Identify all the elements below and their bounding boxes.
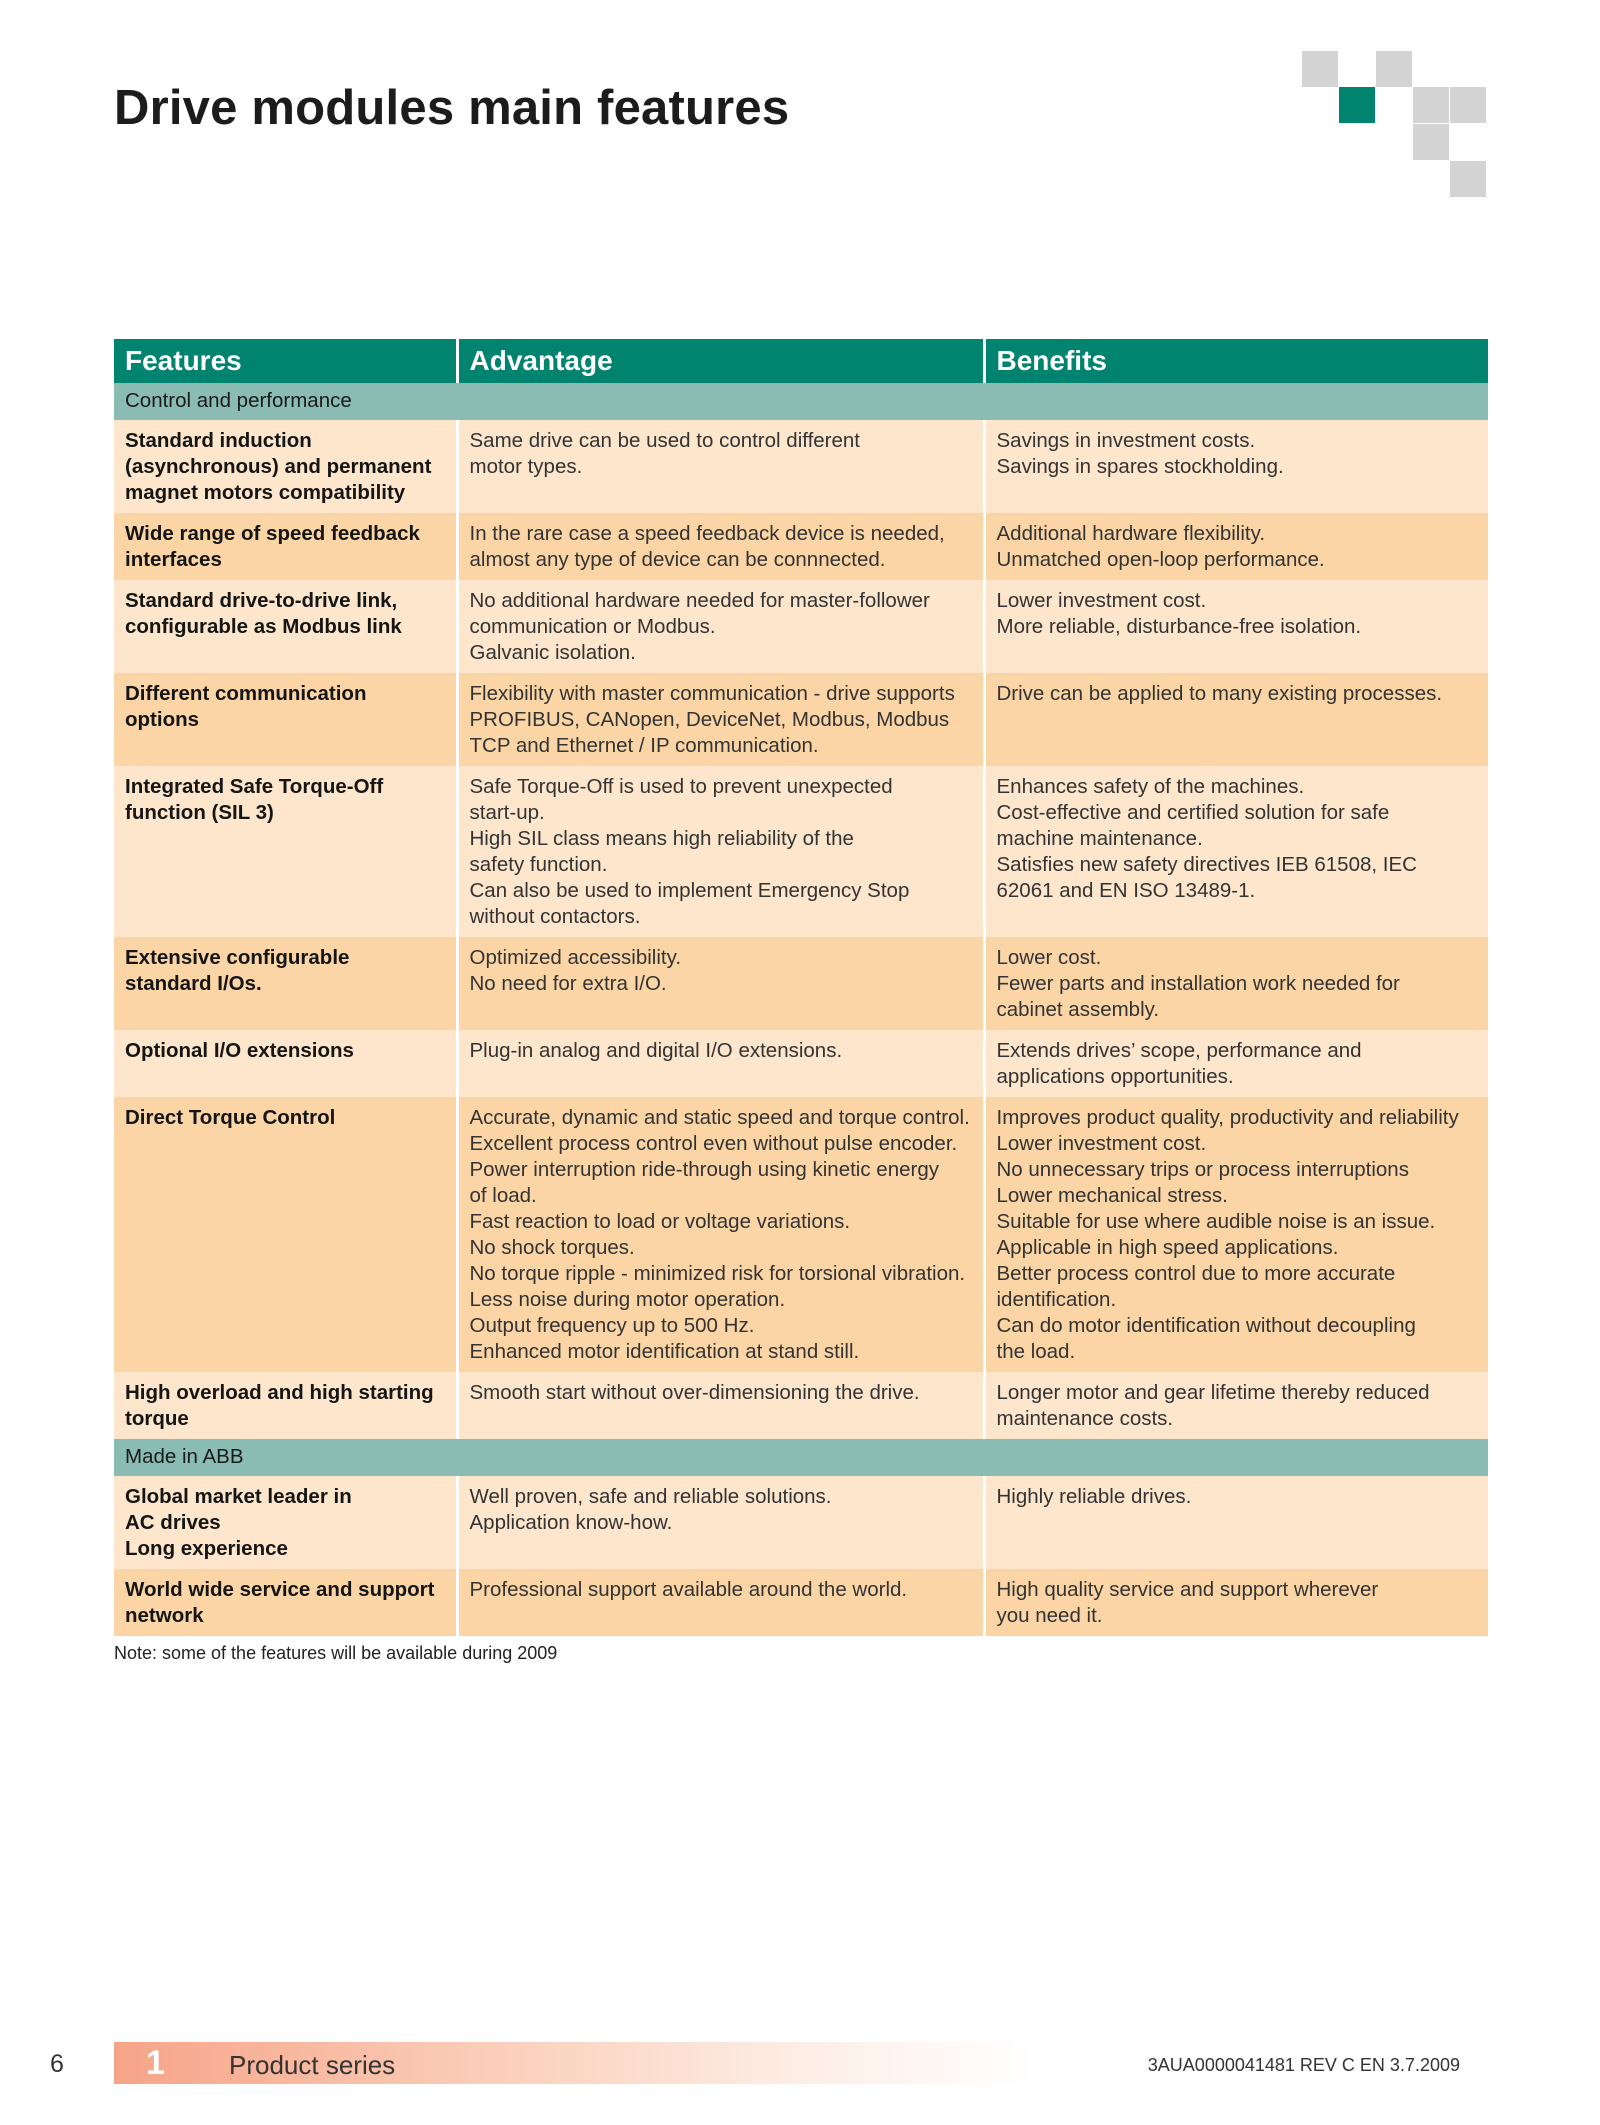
- benefits-cell-line: Lower investment cost.: [996, 589, 1207, 612]
- benefits-cell-line: High quality service and support wherever: [996, 1578, 1379, 1601]
- feature-cell-line: Long experience: [125, 1537, 288, 1560]
- advantage-cell-line: start-up.: [469, 801, 545, 824]
- benefits-cell-line: Longer motor and gear lifetime thereby reduced: [996, 1381, 1430, 1404]
- feature-cell: [114, 513, 457, 580]
- benefits-cell-line: Additional hardware flexibility.: [996, 522, 1266, 545]
- benefits-cell-line: identification.: [996, 1288, 1117, 1311]
- advantage-cell-line: No torque ripple - minimized risk for torsional vibration.: [469, 1262, 966, 1285]
- benefits-cell-line: Savings in spares stockholding.: [996, 455, 1284, 478]
- advantage-cell-line: No additional hardware needed for master-follower: [469, 589, 930, 612]
- advantage-cell-line: Galvanic isolation.: [469, 641, 636, 664]
- advantage-cell-line: Can also be used to implement Emergency Stop: [469, 879, 910, 902]
- advantage-cell-line: motor types.: [469, 455, 583, 478]
- deco-square: [1302, 51, 1338, 87]
- feature-cell-line: torque: [125, 1407, 189, 1430]
- advantage-cell-line: without contactors.: [469, 905, 641, 928]
- table-row: [114, 513, 1488, 580]
- feature-cell-line: interfaces: [125, 548, 222, 571]
- table-row: [114, 1097, 1488, 1372]
- advantage-cell: [457, 580, 984, 673]
- advantage-cell-line: Professional support available around the world.: [469, 1578, 908, 1601]
- benefits-cell-line: Drive can be applied to many existing processes.: [996, 682, 1443, 705]
- feature-cell-line: (asynchronous) and permanent: [125, 455, 432, 478]
- benefits-cell-line: Cost-effective and certified solution for safe: [996, 801, 1390, 824]
- advantage-cell-line: Flexibility with master communication - drive supports: [469, 682, 955, 705]
- advantage-cell-line: No need for extra I/O.: [469, 972, 667, 995]
- benefits-cell-line: Better process control due to more accurate: [996, 1262, 1396, 1285]
- benefits-cell: [984, 420, 1488, 513]
- benefits-cell-line: Suitable for use where audible noise is an issue.: [996, 1210, 1436, 1233]
- feature-cell: [114, 1030, 457, 1097]
- advantage-cell-line: Plug-in analog and digital I/O extensions.: [469, 1039, 843, 1062]
- advantage-cell: [457, 1097, 984, 1372]
- header-benefits: Benefits: [984, 339, 1488, 383]
- advantage-cell: [457, 513, 984, 580]
- advantage-cell-line: communication or Modbus.: [469, 615, 716, 638]
- feature-cell: [114, 673, 457, 766]
- advantage-cell-line: Fast reaction to load or voltage variations.: [469, 1210, 851, 1233]
- benefits-cell-line: Satisfies new safety directives IEB 61508, IEC: [996, 853, 1417, 876]
- benefits-cell: [984, 766, 1488, 937]
- benefits-cell-line: Enhances safety of the machines.: [996, 775, 1305, 798]
- benefits-cell-line: Lower cost.: [996, 946, 1102, 969]
- advantage-cell-line: Power interruption ride-through using kinetic energy: [469, 1158, 939, 1181]
- advantage-cell-line: PROFIBUS, CANopen, DeviceNet, Modbus, Modbus: [469, 708, 950, 731]
- benefits-cell-line: Unmatched open-loop performance.: [996, 548, 1325, 571]
- header-features: Features: [114, 339, 457, 383]
- benefits-cell-line: Can do motor identification without decoupling: [996, 1314, 1416, 1337]
- table-row: [114, 766, 1488, 937]
- advantage-cell-line: Less noise during motor operation.: [469, 1288, 786, 1311]
- feature-cell-line: Optional I/O extensions: [125, 1039, 354, 1062]
- table-row: [114, 580, 1488, 673]
- advantage-cell-line: Smooth start without over-dimensioning the drive.: [469, 1381, 920, 1404]
- feature-cell-line: Global market leader in: [125, 1485, 352, 1508]
- benefits-cell-line: Fewer parts and installation work needed for: [996, 972, 1400, 995]
- advantage-cell: [457, 1569, 984, 1636]
- benefits-cell-line: machine maintenance.: [996, 827, 1203, 850]
- deco-square: [1413, 87, 1449, 123]
- chapter-number: 1: [146, 2044, 165, 2082]
- deco-square: [1450, 87, 1486, 123]
- benefits-cell-line: 62061 and EN ISO 13489-1.: [996, 879, 1256, 902]
- benefits-cell-line: Extends drives’ scope, performance and: [996, 1039, 1362, 1062]
- benefits-cell-line: cabinet assembly.: [996, 998, 1160, 1021]
- feature-cell-line: High overload and high starting: [125, 1381, 434, 1404]
- feature-cell-line: Extensive configurable: [125, 946, 350, 969]
- page-number: 6: [50, 2050, 64, 2078]
- feature-cell-line: Standard induction: [125, 429, 312, 452]
- benefits-cell-line: Lower investment cost.: [996, 1132, 1207, 1155]
- table-row: [114, 937, 1488, 1030]
- table-row: [114, 1030, 1488, 1097]
- feature-cell: [114, 1372, 457, 1439]
- page-title: Drive modules main features: [114, 81, 790, 135]
- section-row: [114, 383, 1488, 420]
- features-table: [114, 339, 1488, 1636]
- advantage-cell: [457, 673, 984, 766]
- advantage-cell-line: No shock torques.: [469, 1236, 635, 1259]
- feature-cell: [114, 1097, 457, 1372]
- advantage-cell-line: Safe Torque-Off is used to prevent unexpected: [469, 775, 893, 798]
- advantage-cell: [457, 1476, 984, 1569]
- advantage-cell: [457, 420, 984, 513]
- feature-cell-line: options: [125, 708, 200, 731]
- feature-cell-line: Different communication: [125, 682, 367, 705]
- benefits-cell-line: No unnecessary trips or process interruptions: [996, 1158, 1409, 1181]
- advantage-cell-line: Same drive can be used to control different: [469, 429, 860, 452]
- table-header-row: [114, 339, 1488, 383]
- benefits-cell: [984, 513, 1488, 580]
- advantage-cell-line: almost any type of device can be connnected.: [469, 548, 886, 571]
- benefits-cell: [984, 673, 1488, 766]
- section-title: Made in ABB: [114, 1439, 1488, 1476]
- table-body: [114, 383, 1488, 1636]
- feature-cell-line: Integrated Safe Torque-Off: [125, 775, 384, 798]
- feature-cell-line: function (SIL 3): [125, 801, 274, 824]
- advantage-cell: [457, 1030, 984, 1097]
- feature-cell-line: Wide range of speed feedback: [125, 522, 420, 545]
- benefits-cell: [984, 1372, 1488, 1439]
- advantage-cell-line: In the rare case a speed feedback device is needed,: [469, 522, 945, 545]
- benefits-cell-line: applications opportunities.: [996, 1065, 1234, 1088]
- benefits-cell-line: maintenance costs.: [996, 1407, 1174, 1430]
- benefits-cell-line: Lower mechanical stress.: [996, 1184, 1228, 1207]
- feature-cell-line: standard I/Os.: [125, 972, 262, 995]
- table-row: [114, 1372, 1488, 1439]
- feature-cell-line: AC drives: [125, 1511, 221, 1534]
- document-reference: 3AUA0000041481 REV C EN 3.7.2009: [1147, 2055, 1460, 2075]
- advantage-cell-line: Enhanced motor identification at stand still.: [469, 1340, 860, 1363]
- feature-cell-line: Direct Torque Control: [125, 1106, 336, 1129]
- benefits-cell: [984, 1476, 1488, 1569]
- advantage-cell-line: Well proven, safe and reliable solutions.: [469, 1485, 832, 1508]
- table-row: [114, 420, 1488, 513]
- feature-cell: [114, 420, 457, 513]
- feature-cell: [114, 1569, 457, 1636]
- advantage-cell: [457, 937, 984, 1030]
- deco-square: [1413, 124, 1449, 160]
- feature-cell-line: magnet motors compatibility: [125, 481, 406, 504]
- benefits-cell-line: the load.: [996, 1340, 1076, 1363]
- benefits-cell-line: Applicable in high speed applications.: [996, 1236, 1339, 1259]
- section-title: Control and performance: [114, 383, 1488, 420]
- feature-cell: [114, 766, 457, 937]
- benefits-cell-line: Improves product quality, productivity and reliability: [996, 1106, 1459, 1129]
- benefits-cell: [984, 1569, 1488, 1636]
- feature-cell-line: network: [125, 1604, 204, 1627]
- advantage-cell-line: Accurate, dynamic and static speed and torque control.: [469, 1106, 970, 1129]
- deco-square: [1376, 51, 1412, 87]
- table-row: [114, 1569, 1488, 1636]
- benefits-cell-line: Highly reliable drives.: [996, 1485, 1192, 1508]
- feature-cell-line: World wide service and support: [125, 1578, 435, 1601]
- advantage-cell-line: Optimized accessibility.: [469, 946, 682, 969]
- deco-square-accent: [1339, 87, 1375, 123]
- advantage-cell: [457, 766, 984, 937]
- benefits-cell-line: Savings in investment costs.: [996, 429, 1256, 452]
- section-row: [114, 1439, 1488, 1476]
- deco-square: [1450, 161, 1486, 197]
- header-advantage: Advantage: [457, 339, 984, 383]
- table-row: [114, 673, 1488, 766]
- advantage-cell-line: of load.: [469, 1184, 537, 1207]
- benefits-cell-line: More reliable, disturbance-free isolation.: [996, 615, 1362, 638]
- feature-cell: [114, 1476, 457, 1569]
- feature-cell: [114, 937, 457, 1030]
- benefits-cell: [984, 937, 1488, 1030]
- table-row: [114, 1476, 1488, 1569]
- chapter-label: Product series: [229, 2050, 396, 2080]
- advantage-cell-line: safety function.: [469, 853, 608, 876]
- feature-cell: [114, 580, 457, 673]
- advantage-cell: [457, 1372, 984, 1439]
- advantage-cell-line: Excellent process control even without pulse encoder.: [469, 1132, 958, 1155]
- advantage-cell-line: TCP and Ethernet / IP communication.: [469, 734, 819, 757]
- advantage-cell-line: Application know-how.: [469, 1511, 673, 1534]
- feature-cell-line: configurable as Modbus link: [125, 615, 402, 638]
- advantage-cell-line: Output frequency up to 500 Hz.: [469, 1314, 755, 1337]
- feature-cell-line: Standard drive-to-drive link,: [125, 589, 398, 612]
- benefits-cell: [984, 1097, 1488, 1372]
- footnote: Note: some of the features will be available during 2009: [114, 1643, 558, 1663]
- benefits-cell-line: you need it.: [996, 1604, 1103, 1627]
- benefits-cell: [984, 1030, 1488, 1097]
- benefits-cell: [984, 580, 1488, 673]
- advantage-cell-line: High SIL class means high reliability of the: [469, 827, 854, 850]
